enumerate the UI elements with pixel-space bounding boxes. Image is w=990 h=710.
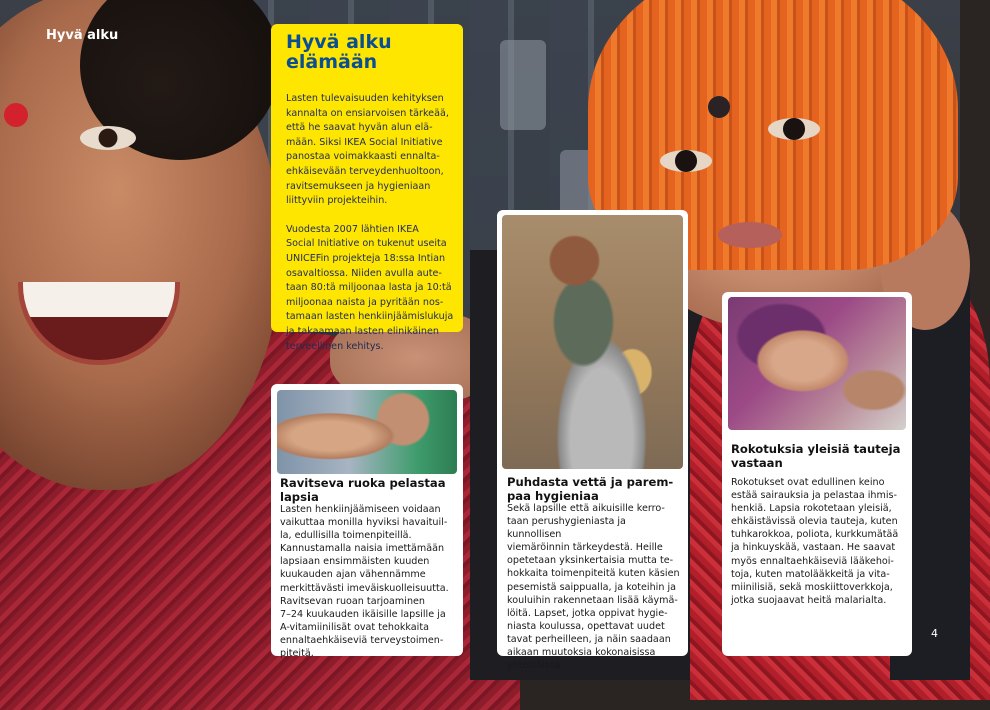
card-body [280,503,458,660]
hygiene-card [497,210,688,672]
child-bindi [708,96,730,118]
intro-title-line: elämään [286,51,378,73]
text-line: tamaan lasten henkiinjäämislukuja [286,311,454,323]
text-line: Lasten henkiinjäämiseen voidaan [280,504,441,515]
text-line: löitä. Lapset, jotka oppivat hygie- [507,607,668,619]
text-line: että he saavat hyvän alun elä- [286,122,433,134]
text-line: kannalta on ensiarvoisen tärkeää, [286,107,449,119]
text-line: Kannustamalla naisia imettämään [280,543,445,555]
wall-lettering-shape [500,40,546,130]
text-line: merkittävästi imeväiskuolleisuutta. [280,582,449,594]
text-line: mään. Siksi IKEA Social Initiative [286,136,443,148]
text-line: aikaan muutoksia kokonaisissa [507,647,656,659]
child-eye-left [660,150,712,172]
text-line: ja takaamaan lasten elinikäinen [286,325,439,337]
text-line: taan perushygieniasta ja kunnollisen [507,516,626,541]
text-line: taan 80:tä miljoonaa lasta ja 10:tä [286,282,452,294]
mother-eye [80,126,136,150]
intro-title [286,32,455,72]
text-line: viemäröinnin tärkeydestä. Heille [507,542,663,554]
text-line: kouluihin rakennetaan lisää käymä- [507,594,678,606]
card-title-line: Ravitseva ruoka pelastaa [280,476,446,490]
text-line: toja, kuten matolääkkeitä ja vita- [731,568,890,580]
text-line: liittyviin projekteihin. [286,195,388,207]
text-line: pesemistä saippualla, ja koteihin ja [507,581,677,593]
intro-box [271,24,463,352]
text-line: miinilisiä, sekä moskiittoverkkoja, [731,581,893,593]
card-title-line: lapsia [280,490,319,504]
card-body [731,476,907,607]
text-line: estää sairauksia ja pelastaa ihmis- [731,490,897,502]
text-line: ennaltaehkäiseviä terveystoimen- [280,634,444,646]
mother-bindi [4,103,28,127]
text-line: Social Initiative on tukenut useita [286,238,447,250]
breastfeeding-photo [277,390,457,474]
text-line: panostaa voimakkaasti ennalta- [286,151,440,163]
text-line: jotka suojaavat heitä malarialta. [731,594,887,606]
page-number: 4 [931,627,938,640]
text-line: ja hinkuyskää, vastaan. He saavat [731,542,896,554]
text-line: tuhkarokkoa, poliota, kurkkumätää [731,529,899,541]
child-lips [718,222,782,248]
nutrition-card [271,384,463,660]
text-line: osavaltiossa. Niiden avulla aute- [286,267,442,279]
text-line: niasta koulussa, opettavat uudet [507,620,665,632]
text-line: ehkäisevään terveydenhuoltoon, [286,165,444,177]
text-line: tavat perheilleen, ja näin saadaan [507,633,671,645]
child-eye-right [768,118,820,140]
text-line: yhteisöissä. [507,660,564,672]
text-line: piteitä. [280,648,314,660]
text-line: opetetaan yksinkertaisia mutta te- [507,555,674,567]
intro-paragraph-1 [286,92,455,209]
text-line: A-vitamiinilisät ovat tehokkaita [280,621,429,633]
text-line: la, edullisilla toimenpiteillä. [280,530,412,542]
card-title-line: Puhdasta vettä ja parem- [507,475,674,489]
text-line: Rokotukset ovat edullinen keino [731,477,885,488]
handwashing-photo [502,215,683,469]
text-line: henkiä. Lapsia rokotetaan yleisiä, [731,503,892,515]
card-title-line: paa hygieniaa [507,489,599,503]
text-line: ehkäistävissä olevia tauteja, kuten [731,516,898,528]
card-title [731,442,907,470]
text-line: miljoonaa naista ja pyritään nos- [286,296,444,308]
card-title [280,476,456,504]
text-line: terveellinen kehitys. [286,340,384,352]
text-line: Sekä lapsille että aikuisille kerro- [507,503,665,514]
text-line: lapsiaan ensimmäisten kuuden [280,556,430,568]
card-title-line: vastaan [731,456,783,470]
card-title [507,475,682,503]
text-line: 7–24 kuukauden ikäisille lapsille ja [280,608,446,620]
card-title-line: Rokotuksia yleisiä tauteja [731,442,901,456]
card-body [507,502,683,672]
vaccination-photo [728,297,906,430]
text-line: Lasten tulevaisuuden kehityksen [286,93,444,104]
text-line: Ravitsevan ruoan tarjoaminen [280,595,426,607]
text-line: Vuodesta 2007 lähtien IKEA [286,223,419,235]
intro-paragraph-2 [286,223,455,354]
text-line: myös ennaltaehkäiseviä lääkehoi- [731,555,894,567]
text-line: UNICEFin projekteja 18:ssa Intian [286,252,446,264]
text-line: vaikuttaa monilla hyviksi havaituil- [280,517,448,529]
vaccination-card [722,292,912,656]
intro-title-line: Hyvä alku [286,31,392,53]
text-line: hokkaita toimenpiteitä kuten käsien [507,568,680,580]
text-line: ravitsemukseen ja hygieniaan [286,180,431,192]
text-line: kuukauden ajan vähennämme [280,569,426,581]
section-title: Hyvä alku [46,28,119,43]
